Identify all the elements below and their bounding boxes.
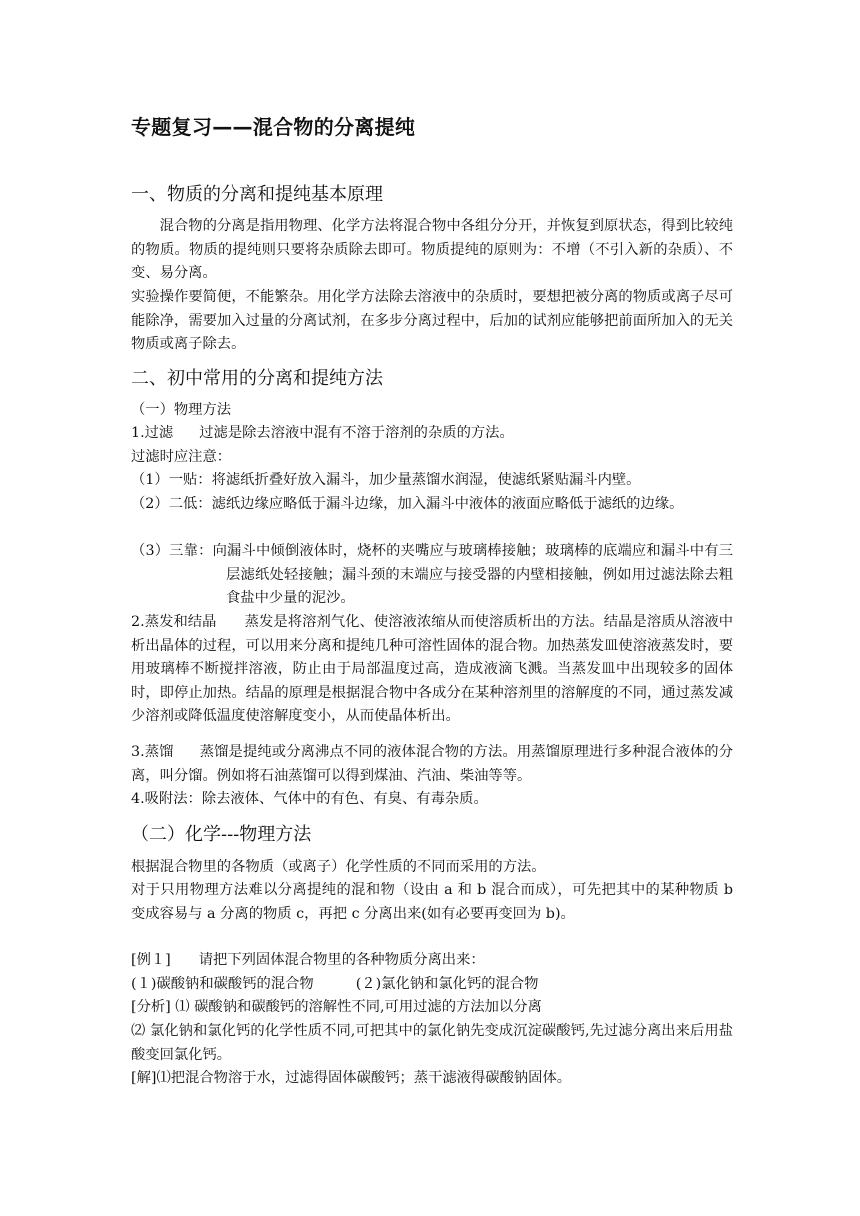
- analysis-line: [分析] ⑴ 碳酸钠和碳酸钙的溶解性不同,可用过滤的方法加以分离: [131, 999, 542, 1015]
- example-line: [131, 949, 485, 973]
- distill-text: 蒸馏是提纯或分离沸点不同的液体混合物的方法。用蒸馏原理进行多种混合液体的分离，叫分馏。例如将石油蒸馏可以得到煤油、汽油、柴油等等。: [131, 744, 733, 784]
- distill-label: 3.蒸馏: [131, 744, 174, 760]
- solution-line: [解]⑴把混合物溶于水，过滤得固体碳酸钙；蒸干滤液得碳酸钠固体。: [131, 1070, 572, 1086]
- section-heading-principles: 一、物质的分离和提纯基本原理: [131, 184, 383, 205]
- subheading-physical-methods: （一）物理方法: [131, 402, 232, 418]
- section-heading-methods: 二、初中常用的分离和提纯方法: [131, 368, 383, 389]
- distill-paragraph: [131, 741, 733, 788]
- document-page: [131, 0, 733, 1216]
- chem-paragraph-2: 对于只用物理方法难以分离提纯的混和物（设由 a 和 b 混合而成），可先把其中的某种物质 b 变成容易与 a 分离的物质 c，再把 c 分离出来(如有必要再变回为 b)。: [131, 882, 733, 922]
- evaporate-text: 蒸发是将溶剂气化、使溶液浓缩从而使溶质析出的方法。结晶是溶质从溶液中析出晶体的过程，可以用来分离和提纯几种可溶性固体的混合物。加热蒸发皿使溶液蒸发时，要用玻璃棒不断搅拌溶液，防止由于局部温度过高，造成液滴飞溅。当蒸发皿中出现较多的固体时，即停止加热。结晶的原理是根据混合物中各成分在某种溶剂里的溶解度的不同，通过蒸发减少溶剂或降低温度使溶解度变小，从而使晶体析出。: [131, 614, 734, 725]
- example-item-1: (１)碳酸钠和碳酸钙的混合物: [131, 976, 314, 992]
- analysis-paragraph-2: ⑵ 氯化钠和氯化钙的化学性质不同,可把其中的氯化钠先变成沉淀碳酸钙,先过滤分离出来后用盐酸变回氯化钙。: [131, 1023, 733, 1063]
- adsorb-line: 4.吸附法：除去液体、气体中的有色、有臭、有毒杂质。: [131, 791, 488, 807]
- example-text: 请把下列固体混合物里的各种物质分离出来：: [198, 952, 485, 968]
- example-label: [例１]: [131, 952, 171, 968]
- filter-note-1: （1）一贴：将滤纸折叠好放入漏斗，加少量蒸馏水润湿，使滤纸紧贴漏斗内壁。: [131, 472, 641, 488]
- principles-paragraph-2: 实验操作要简便，不能繁杂。用化学方法除去溶液中的杂质时，要想把被分离的物质或离子尽可能除净，需要加入过量的分离试剂，在多步分离过程中，后加的试剂应能够把前面所加入的无关物质或离子除去。: [131, 289, 733, 353]
- filter-notes-title: 过滤时应注意：: [131, 449, 232, 465]
- evaporate-paragraph: [131, 611, 733, 729]
- filter-text: 过滤是除去溶液中混有不溶于溶剂的杂质的方法。: [199, 425, 514, 441]
- filter-note-3: （3）三靠：向漏斗中倾倒液体时，烧杯的夹嘴应与玻璃棒接触；玻璃棒的底端应和漏斗中有三层滤纸处轻接触；漏斗颈的末端应与接受器的内壁相接触，例如用过滤法除去粗食盐中少量的泥沙。: [131, 543, 733, 607]
- example-items: [131, 973, 538, 997]
- evaporate-label: 2.蒸发和结晶: [131, 614, 217, 630]
- example-item-2: (２)氯化钠和氯化钙的混合物: [355, 976, 539, 992]
- filter-note-2: （2）二低：滤纸边缘应略低于漏斗边缘，加入漏斗中液体的液面应略低于滤纸的边缘。: [131, 496, 684, 512]
- filter-label: 1.过滤: [131, 425, 174, 441]
- subheading-chem-physical-methods: （二）化学---物理方法: [131, 824, 312, 845]
- page-title: 专题复习——混合物的分离提纯: [131, 115, 416, 139]
- filter-line: [131, 422, 514, 446]
- chem-paragraph-1: 根据混合物里的各物质（或离子）化学性质的不同而采用的方法。: [131, 859, 546, 875]
- principles-paragraph-1: 混合物的分离是指用物理、化学方法将混合物中各组分分开，并恢复到原状态，得到比较纯的物质。物质的提纯则只要将杂质除去即可。物质提纯的原则为：不增（不引入新的杂质）、不变、易分离。: [131, 218, 733, 282]
